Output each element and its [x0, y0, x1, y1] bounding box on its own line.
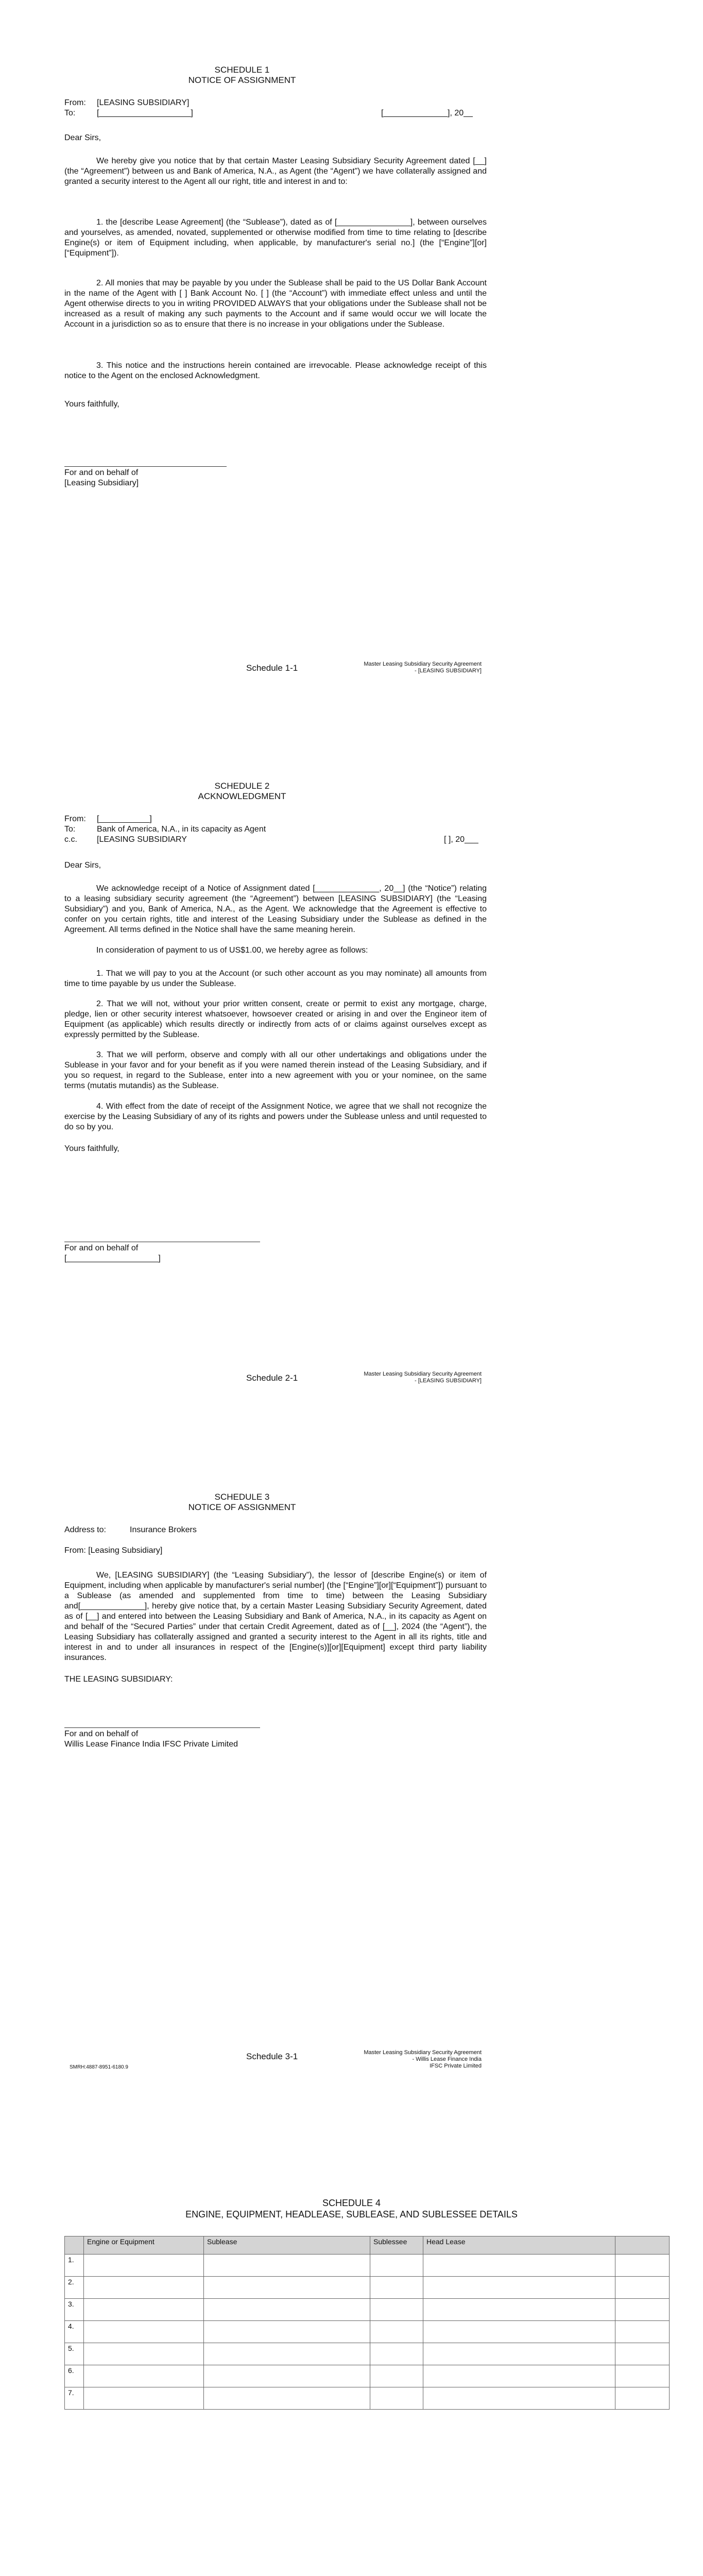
from-value: [___________] — [97, 815, 152, 823]
closing: Yours faithfully, — [64, 1144, 119, 1153]
intro-paragraph: We hereby give you notice that by that certain Master Leasing Subsidiary Security Agreement dated [__] (the “Agreement”) between us and Bank of America, N.A., as Agent (the “Agent”) we have collaterally assigned and granted a security interest to the Agent all our right, title and interest in and to: — [64, 157, 487, 186]
clause-1: 1. That we will pay to you at the Account (or such other account as you may nominate) all amounts from time to time payable by us under the Sublease. — [64, 969, 487, 988]
salutation: Dear Sirs, — [64, 861, 101, 870]
clause-4: 4. With effect from the date of receipt of the Assignment Notice, we agree that we shall not recognize the exercise by the Leasing Subsidiary of any of its rights and powers under the Sublease unless and until requested to do so by you. — [64, 1102, 487, 1131]
from-line: From: [Leasing Subsidiary] — [64, 1546, 163, 1555]
cc-label: c.c. — [64, 835, 77, 844]
footer-doc-title: Master Leasing Subsidiary Security Agreement — [364, 2049, 482, 2056]
ack-date: [ ], 20___ — [444, 835, 478, 844]
signature-party: [Leasing Subsidiary] — [64, 479, 139, 487]
footer-party: - Willis Lease Finance India IFSC Private Limited — [412, 2056, 482, 2069]
row-index: 1. — [65, 2255, 84, 2277]
signature-label: For and on behalf of — [64, 1244, 139, 1252]
table-row — [65, 2387, 670, 2410]
row-index: 7. — [65, 2387, 84, 2410]
schedule-3-heading: SCHEDULE 3 — [214, 1492, 270, 1502]
footer-doc-title: Master Leasing Subsidiary Security Agreement — [364, 1371, 482, 1377]
clause-3: 3. That we will perform, observe and comply with all our other undertakings and obligations under the Sublease in your favor and for your benefit as if you were named therein instead of the Leasing Subsidiary, and if you so request, in regard to the Sublease, enter into a new agreement with you or your nominee, on the same terms (mutatis mutandis) as the Sublease. — [64, 1050, 487, 1090]
to-value: Bank of America, N.A., in its capacity as Agent — [97, 825, 266, 834]
footer-reference: SMRH:4887-8951-6180.9 — [70, 2064, 128, 2070]
row-index: 2. — [65, 2277, 84, 2299]
signature-label: For and on behalf of — [64, 468, 139, 477]
address-label: Address to: — [64, 1526, 106, 1534]
footer-doc-title: Master Leasing Subsidiary Security Agreement — [364, 661, 482, 667]
cc-value: [LEASING SUBSIDIARY — [97, 835, 187, 844]
consideration-paragraph: In consideration of payment to us of US$1.00, we hereby agree as follows: — [96, 946, 368, 955]
from-label: From: — [64, 98, 86, 107]
from-value: [LEASING SUBSIDIARY] — [97, 98, 190, 107]
col-header-engine: Engine or Equipment — [84, 2236, 204, 2255]
to-label: To: — [64, 825, 76, 834]
clause-3: 3. This notice and the instructions herein contained are irrevocable. Please acknowledge receipt of this notice to the Agent on the enclosed Acknowledgment. — [64, 361, 487, 380]
intro-paragraph: We acknowledge receipt of a Notice of Assignment dated [______________, 20__] (the “Notice”) relating to a leasing subsidiary security agreement (the “Agreement”) between [LEASING SUBSIDIARY] (the “Leasing Subsidiary”) and you, Bank of America, N.A., as the Agent. We acknowledge that the Agreement is effective to confer on you certain rights, title and interest of the Leasing Subsidiary under the Sublease as defined in the Agreement. All terms defined in the Notice shall have the same meaning herein. — [64, 884, 487, 934]
clause-2: 2. That we will not, without your prior written consent, create or permit to exist any mortgage, charge, pledge, lien or other security interest whatsoever, howsoever created or arising in and over the Engineor item of Equipment (as applicable) which results directly or indirectly from acts of or claims against ourselves except as expressly permitted by the Sublease. — [64, 999, 487, 1039]
col-header-extra — [615, 2236, 670, 2255]
schedule-2-subheading: ACKNOWLEDGMENT — [198, 791, 286, 801]
signature-line — [64, 466, 227, 467]
address-value: Insurance Brokers — [130, 1526, 197, 1534]
table-row — [65, 2255, 670, 2277]
clause-2: 2. All monies that may be payable by you under the Sublease shall be paid to the US Dollar Bank Account in the name of the Agent with [ ] Bank Account No. [ ] (the “Account”) with immediate effect unless and until the Agent otherwise directs to you in writing PROVIDED ALWAYS that your obligations under the Sublease shall not be increased as a result of making any such payments to the Account and if same would occur we will locate the Account in a jurisdiction so as to ensure that there is no increase in your obligations under the Sublease. — [64, 279, 487, 329]
schedule-4-subheading: ENGINE, EQUIPMENT, HEADLEASE, SUBLEASE, AND SUBLESSEE DETAILS — [185, 2209, 518, 2219]
signature-line — [64, 1727, 260, 1728]
table-row — [65, 2299, 670, 2321]
row-index: 6. — [65, 2365, 84, 2387]
table-row — [65, 2343, 670, 2365]
page-number: Schedule 2-1 — [246, 1373, 298, 1383]
signature-party: Willis Lease Finance India IFSC Private Limited — [64, 1740, 238, 1749]
schedule-3-subheading: NOTICE OF ASSIGNMENT — [188, 1502, 296, 1512]
intro-paragraph: We, [LEASING SUBSIDIARY] (the “Leasing Subsidiary”), the lessor of [describe Engine(s) or item of Equipment, including when applicable by manufacturer's serial number] (the [“Engine”][or][“Equipment”]) pursuant to a Sublease (as amended and supplemented from time to time) between the Leasing Subsidiary and[______________], hereby give notice that, by a certain Master Leasing Subsidiary Security Agreement, dated as of [__] and entered into between the Leasing Subsidiary and Bank of America, N.A., in its capacity as Agent on and behalf of the “Secured Parties” under that certain Credit Agreement, dated as of [__], 2024 (the “Agent”), the Leasing Subsidiary has collaterally assigned and granted a security interest to the Agent in all its rights, title and interest in and to under all insurances in respect of the [Engine(s)][or][Equipment] except third party liability insurances. — [64, 1571, 487, 1662]
table-header-row — [65, 2236, 670, 2255]
page-number: Schedule 3-1 — [246, 2052, 298, 2061]
schedule-4-heading: SCHEDULE 4 — [322, 2198, 381, 2208]
closing: Yours faithfully, — [64, 400, 119, 409]
from-label: From: — [64, 815, 86, 823]
notice-date: [______________], 20__ — [381, 109, 473, 117]
to-label: To: — [64, 109, 76, 117]
table-row — [65, 2321, 670, 2343]
row-index: 3. — [65, 2299, 84, 2321]
clause-1: 1. the [describe Lease Agreement] (the “Sublease”), dated as of [________________], between ourselves and yourselves, as amended, novated, supplemented or otherwise modified from time to time relating to [describe Engine(s) or item of Equipment including, when applicable, by manufacturer's serial no.] (the [“Engine”][or][“Equipment”]). — [64, 218, 487, 258]
col-header-index — [65, 2236, 84, 2255]
schedule-1-heading: SCHEDULE 1 — [214, 65, 270, 75]
signature-party: [____________________] — [64, 1254, 161, 1263]
col-header-sublessee: Sublessee — [370, 2236, 423, 2255]
footer-party: - [LEASING SUBSIDIARY] — [414, 1378, 482, 1384]
row-index: 5. — [65, 2343, 84, 2365]
col-header-headlease: Head Lease — [423, 2236, 615, 2255]
details-table — [64, 2236, 670, 2410]
salutation: Dear Sirs, — [64, 133, 101, 142]
schedule-1-subheading: NOTICE OF ASSIGNMENT — [188, 75, 296, 85]
page-number: Schedule 1-1 — [246, 663, 298, 673]
signature-label: For and on behalf of — [64, 1730, 139, 1738]
signature-heading: THE LEASING SUBSIDIARY: — [64, 1675, 173, 1684]
to-value: [____________________] — [97, 109, 193, 117]
row-index: 4. — [65, 2321, 84, 2343]
col-header-sublease: Sublease — [204, 2236, 370, 2255]
schedule-2-heading: SCHEDULE 2 — [214, 781, 270, 791]
table-row — [65, 2365, 670, 2387]
table-row — [65, 2277, 670, 2299]
footer-party: - [LEASING SUBSIDIARY] — [414, 668, 482, 674]
